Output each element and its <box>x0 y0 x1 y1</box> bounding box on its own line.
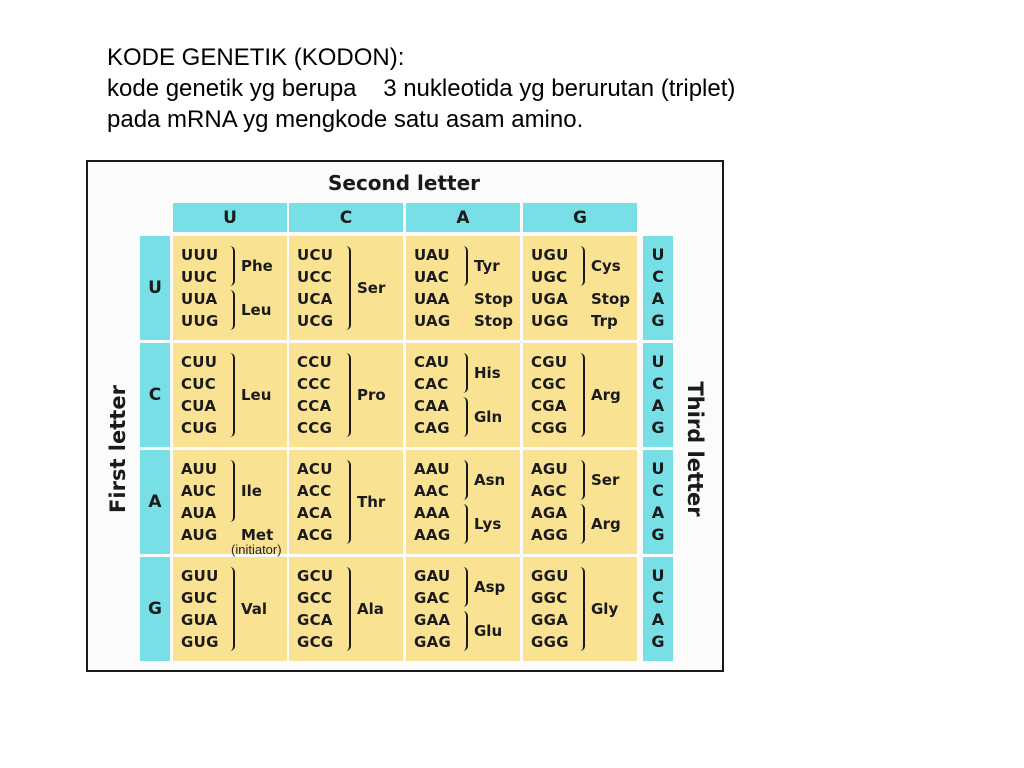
third-letter-u: U <box>651 352 665 371</box>
codon-group-brace <box>579 504 585 544</box>
codon-group-brace <box>229 290 235 330</box>
codon-label: UGC <box>531 268 568 286</box>
codon-group-brace <box>579 246 585 286</box>
codon-label: GAA <box>414 611 451 629</box>
codon-label: CUA <box>181 397 217 415</box>
first-letter-header-g: G <box>140 557 170 661</box>
codon-cell-cc <box>289 343 403 447</box>
codon-label: AGC <box>531 482 567 500</box>
codon-label: AAC <box>414 482 450 500</box>
third-letter-g: G <box>651 418 665 437</box>
codon-label: CUC <box>181 375 217 393</box>
third-letter-u: U <box>651 245 665 264</box>
third-letter-g: G <box>651 525 665 544</box>
codon-label: GUG <box>181 633 219 651</box>
third-letter-g: G <box>651 311 665 330</box>
heading-title: KODE GENETIK (KODON): <box>107 44 405 71</box>
second-letter-header-g: G <box>523 203 637 232</box>
amino-acid-label: Leu <box>241 386 272 404</box>
codon-group-brace <box>462 460 468 500</box>
codon-label: GCA <box>297 611 333 629</box>
codon-cell-ac <box>289 450 403 554</box>
codon-group-brace <box>462 246 468 286</box>
codon-label: UUG <box>181 312 219 330</box>
codon-label: GUC <box>181 589 218 607</box>
page-heading <box>107 42 987 135</box>
third-letter-column <box>643 450 673 554</box>
codon-group-brace <box>229 460 235 522</box>
first-letter-header-a: A <box>140 450 170 554</box>
codon-label: AUC <box>181 482 217 500</box>
amino-acid-label: Leu <box>241 301 272 319</box>
codon-cell-gc <box>289 557 403 661</box>
amino-acid-label: Asp <box>474 578 506 596</box>
codon-group-brace <box>462 504 468 544</box>
amino-acid-label: Phe <box>241 257 273 275</box>
codon-label: UUU <box>181 246 219 264</box>
codon-label: CCU <box>297 353 333 371</box>
codon-label: AUU <box>181 460 218 478</box>
codon-label: GCC <box>297 589 333 607</box>
third-letter-u: U <box>651 459 665 478</box>
third-letter-column <box>643 343 673 447</box>
codon-label: UUA <box>181 290 218 308</box>
amino-acid-label: Trp <box>591 312 618 330</box>
third-letter-label: Third letter <box>683 381 707 517</box>
second-letter-header-a: A <box>406 203 520 232</box>
third-letter-u: U <box>651 566 665 585</box>
codon-label: AAG <box>414 526 451 544</box>
codon-label: UGG <box>531 312 569 330</box>
codon-label: GAU <box>414 567 451 585</box>
heading-line-2: kode genetik yg berupa 3 nukleotida yg berurutan (triplet) <box>107 75 736 102</box>
amino-acid-label: Glu <box>474 622 503 640</box>
third-letter-c: C <box>652 481 664 500</box>
codon-group-brace <box>462 353 468 393</box>
codon-cell-uu <box>173 236 287 340</box>
codon-cell-cu <box>173 343 287 447</box>
codon-cell-uc <box>289 236 403 340</box>
amino-acid-label: Asn <box>474 471 506 489</box>
codon-label: CAC <box>414 375 449 393</box>
amino-acid-label: Pro <box>357 386 386 404</box>
codon-label: AGU <box>531 460 569 478</box>
codon-cell-ca <box>406 343 520 447</box>
codon-label: CUG <box>181 419 218 437</box>
second-letter-header-c: C <box>289 203 403 232</box>
codon-label: UCC <box>297 268 333 286</box>
codon-cell-ga <box>406 557 520 661</box>
codon-cell-ag <box>523 450 637 554</box>
codon-cell-au <box>173 450 287 557</box>
codon-label: UAG <box>414 312 451 330</box>
third-letter-c: C <box>652 267 664 286</box>
codon-label: CGC <box>531 375 567 393</box>
codon-cell-ug <box>523 236 637 340</box>
codon-group-brace <box>345 567 351 651</box>
initiator-note: (initiator) <box>231 542 282 557</box>
codon-label: UGU <box>531 246 569 264</box>
codon-label: AGA <box>531 504 568 522</box>
amino-acid-label: Stop <box>474 312 514 330</box>
codon-label: UGA <box>531 290 569 308</box>
codon-cell-ua <box>406 236 520 340</box>
codon-group-brace <box>579 567 585 651</box>
codon-group-brace <box>462 397 468 437</box>
codon-group-brace <box>229 353 235 437</box>
third-letter-c: C <box>652 374 664 393</box>
codon-label: ACA <box>297 504 333 522</box>
codon-label: GGG <box>531 633 569 651</box>
codon-label: GCG <box>297 633 334 651</box>
third-letter-c: C <box>652 588 664 607</box>
codon-label: GGU <box>531 567 569 585</box>
amino-acid-label: Stop <box>591 290 631 308</box>
codon-label: ACU <box>297 460 333 478</box>
amino-acid-label: Gly <box>591 600 619 618</box>
codon-label: CGU <box>531 353 568 371</box>
codon-label: UAU <box>414 246 450 264</box>
codon-label: CGG <box>531 419 568 437</box>
codon-cell-gg <box>523 557 637 661</box>
first-letter-label: First letter <box>106 385 130 513</box>
codon-label: GGC <box>531 589 568 607</box>
codon-label: AAA <box>414 504 450 522</box>
codon-group-brace <box>345 246 351 330</box>
second-letter-label: Second letter <box>327 171 481 195</box>
third-letter-a: A <box>651 289 665 308</box>
codon-label: CCG <box>297 419 333 437</box>
codon-group-brace <box>462 567 468 607</box>
amino-acid-label: Arg <box>591 386 621 404</box>
codon-label: ACC <box>297 482 332 500</box>
amino-acid-label: Val <box>241 600 268 618</box>
codon-label: AUG <box>181 526 218 544</box>
amino-acid-label: Thr <box>357 493 386 511</box>
codon-group-brace <box>462 611 468 651</box>
codon-label: CAU <box>414 353 450 371</box>
codon-label: CCC <box>297 375 331 393</box>
heading-line-3: pada mRNA yg mengkode satu asam amino. <box>107 106 584 133</box>
codon-group-brace <box>579 460 585 500</box>
codon-label: GAC <box>414 589 450 607</box>
codon-label: AGG <box>531 526 569 544</box>
codon-label: UUC <box>181 268 218 286</box>
amino-acid-label: Lys <box>474 515 502 533</box>
first-letter-header-c: C <box>140 343 170 447</box>
amino-acid-label: Ala <box>357 600 384 618</box>
codon-cell-cg <box>523 343 637 447</box>
third-letter-a: A <box>651 396 665 415</box>
amino-acid-label: Tyr <box>474 257 500 275</box>
amino-acid-label: Ser <box>357 279 386 297</box>
first-letter-header-u: U <box>140 236 170 340</box>
amino-acid-label: Met <box>241 526 274 544</box>
codon-label: CAA <box>414 397 450 415</box>
codon-label: GUU <box>181 567 219 585</box>
amino-acid-label: His <box>474 364 501 382</box>
third-letter-a: A <box>651 503 665 522</box>
codon-label: CUU <box>181 353 218 371</box>
codon-label: GUA <box>181 611 218 629</box>
third-letter-g: G <box>651 632 665 651</box>
codon-label: CCA <box>297 397 332 415</box>
codon-label: UAC <box>414 268 450 286</box>
third-letter-column <box>643 557 673 661</box>
codon-label: CAG <box>414 419 450 437</box>
codon-label: GGA <box>531 611 569 629</box>
amino-acid-label: Ile <box>241 482 262 500</box>
codon-label: GCU <box>297 567 334 585</box>
codon-label: UCA <box>297 290 333 308</box>
codon-label: GAG <box>414 633 452 651</box>
codon-cell-gu <box>173 557 287 661</box>
codon-label: ACG <box>297 526 333 544</box>
codon-label: AUA <box>181 504 217 522</box>
second-letter-header-u: U <box>173 203 287 232</box>
codon-label: UAA <box>414 290 450 308</box>
codon-label: UCU <box>297 246 334 264</box>
third-letter-column <box>643 236 673 340</box>
codon-group-brace <box>345 460 351 544</box>
amino-acid-label: Stop <box>474 290 514 308</box>
codon-group-brace <box>579 353 585 437</box>
codon-label: UCG <box>297 312 334 330</box>
amino-acid-label: Ser <box>591 471 620 489</box>
amino-acid-label: Arg <box>591 515 621 533</box>
third-letter-a: A <box>651 610 665 629</box>
codon-group-brace <box>229 567 235 651</box>
amino-acid-label: Cys <box>591 257 621 275</box>
codon-group-brace <box>229 246 235 286</box>
amino-acid-label: Gln <box>474 408 503 426</box>
codon-label: CGA <box>531 397 567 415</box>
codon-cell-aa <box>406 450 520 554</box>
codon-label: AAU <box>414 460 450 478</box>
codon-group-brace <box>345 353 351 437</box>
